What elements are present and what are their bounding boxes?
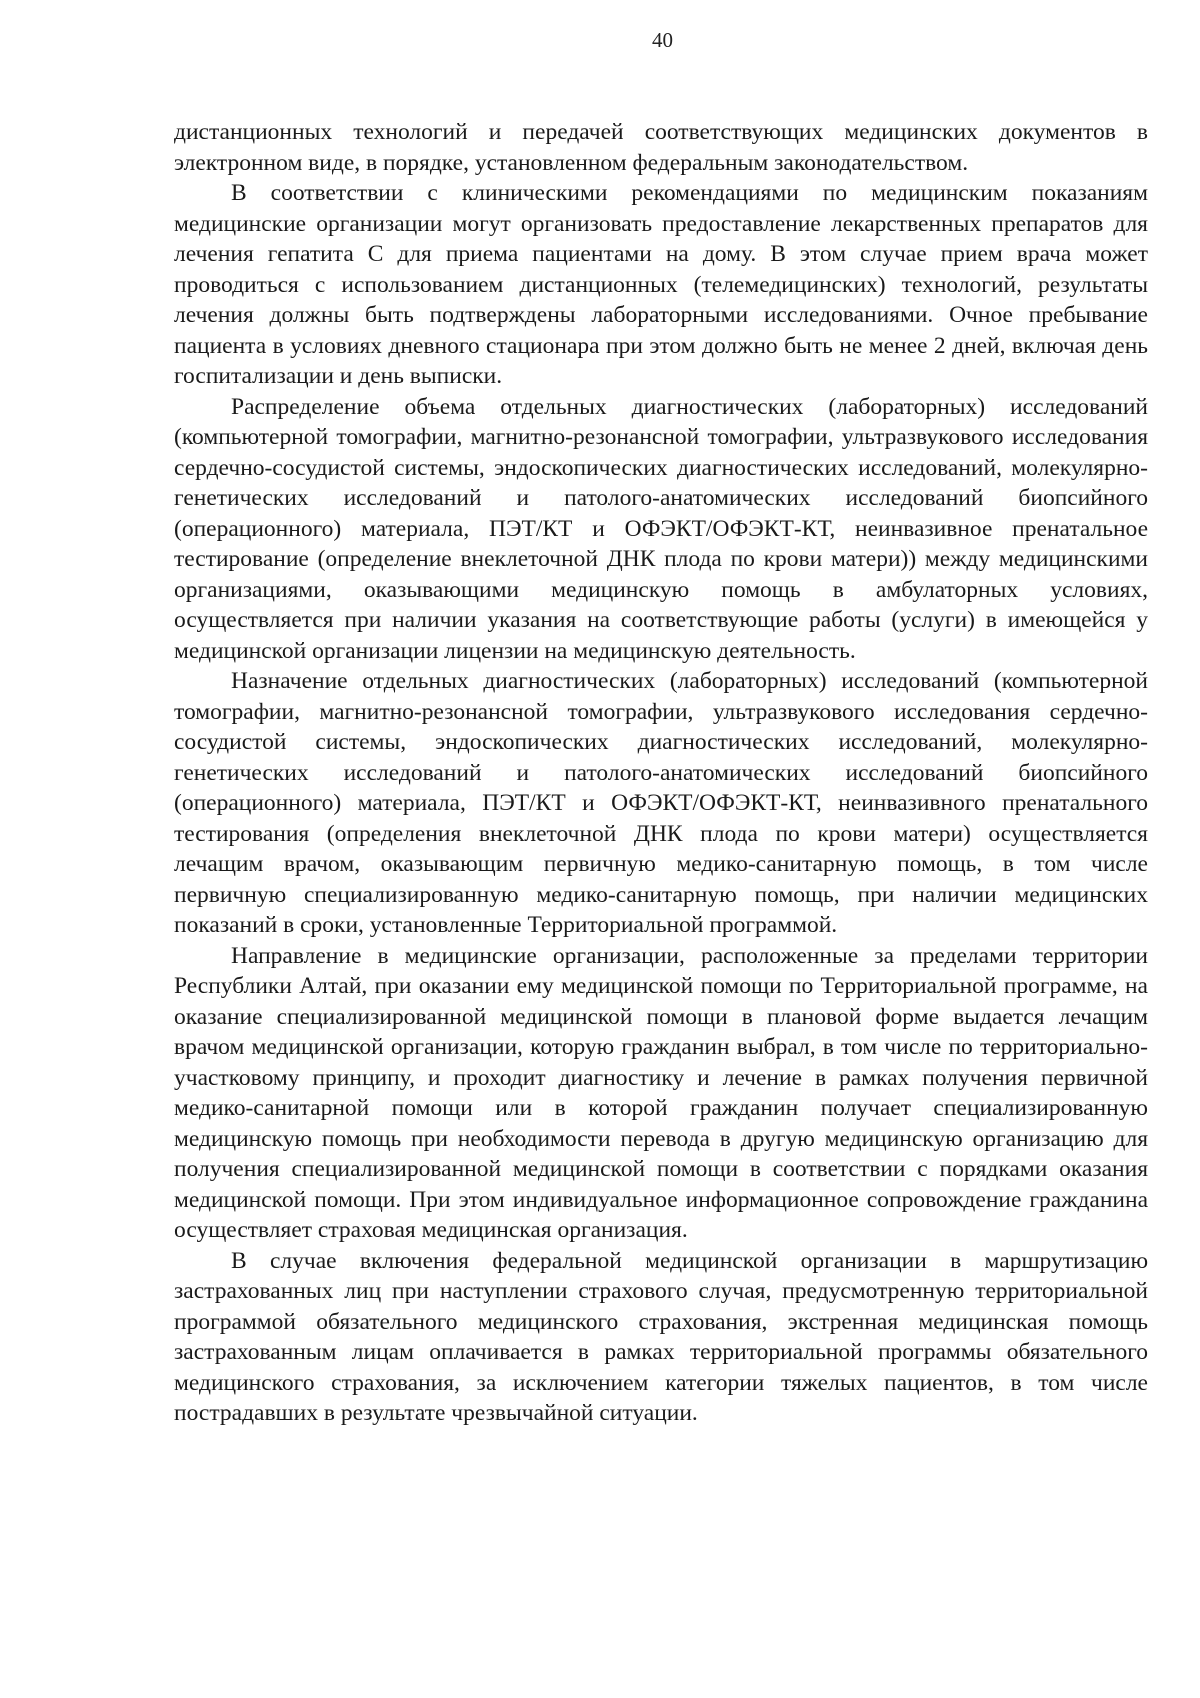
paragraph-hepatitis-c-home-treatment: В соответствии с клиническими рекомендациями по медицинским показаниям медицинские организации могут организовать предоставление лекарственных препаратов для лечения гепатита С для приема пациентами на дому. В этом случае прием врача может проводиться с использованием дистанционных (телемедицинских) технологий, результаты лечения должны быть подтверждены лабораторными исследованиями. Очное пребывание пациента в условиях дневного стационара при этом должно быть не менее 2 дней, включая день госпитализации и день выписки. (174, 180, 1148, 389)
paragraph-diagnostic-prescription: Назначение отдельных диагностических (лабораторных) исследований (компьютерной томографии, магнитно-резонансной томографии, ультразвукового исследования сердечно-сосудистой системы, эндоскопических диагностических исследований, молекулярно-генетических исследований и патолого-анатомических исследований биопсийного (операционного) материала, ПЭТ/КТ и ОФЭКТ/ОФЭКТ-КТ, неинвазивного пренатального тестирования (определения внеклеточной ДНК плода по крови матери) осуществляется лечащим врачом, оказывающим первичную медико-санитарную помощь, в том числе первичную специализированную медико-санитарную помощь, при наличии медицинских показаний в сроки, установленные Территориальной программой. (174, 668, 1148, 938)
document-body (174, 117, 1148, 1429)
paragraph-continuation: дистанционных технологий и передачей соответствующих медицинских документов в электронном виде, в порядке, установленном федеральным законодательством. (174, 119, 1148, 176)
paragraph-referral-outside-region: Направление в медицинские организации, расположенные за пределами территории Республики Алтай, при оказании ему медицинской помощи по Территориальной программе, на оказание специализированной медицинской помощи в плановой форме выдается лечащим врачом медицинской организации, которую гражданин выбрал, в том числе по территориально-участковому принципу, и проходит диагностику и лечение в рамках получения первичной медико-санитарной помощи или в которой гражданин получает специализированную медицинскую помощь при необходимости перевода в другую медицинскую организацию для получения специализированной медицинской помощи в соответствии с порядками оказания медицинской помощи. При этом индивидуальное информационное сопровождение гражданина осуществляет страховая медицинская организация. (174, 942, 1148, 1243)
paragraph-federal-organization-routing: В случае включения федеральной медицинской организации в маршрутизацию застрахованных лиц при наступлении страхового случая, предусмотренную территориальной программой обязательного медицинского страхования, экстренная медицинская помощь застрахованным лицам оплачивается в рамках территориальной программы обязательного медицинского страхования, за исключением категории тяжелых пациентов, в том числе пострадавших в результате чрезвычайной ситуации. (174, 1247, 1148, 1426)
page-number: 40 (652, 28, 673, 52)
paragraph-diagnostic-volume-distribution: Распределение объема отдельных диагностических (лабораторных) исследований (компьютерной томографии, магнитно-резонансной томографии, ультразвукового исследования сердечно-сосудистой системы, эндоскопических диагностических исследований, молекулярно-генетических исследований и патолого-анатомических исследований биопсийного (операционного) материала, ПЭТ/КТ и ОФЭКТ/ОФЭКТ-КТ, неинвазивное пренатальное тестирование (определение внеклеточной ДНК плода по крови матери)) между медицинскими организациями, оказывающими медицинскую помощь в амбулаторных условиях, осуществляется при наличии указания на соответствующие работы (услуги) в имеющейся у медицинской организации лицензии на медицинскую деятельность. (174, 393, 1148, 664)
